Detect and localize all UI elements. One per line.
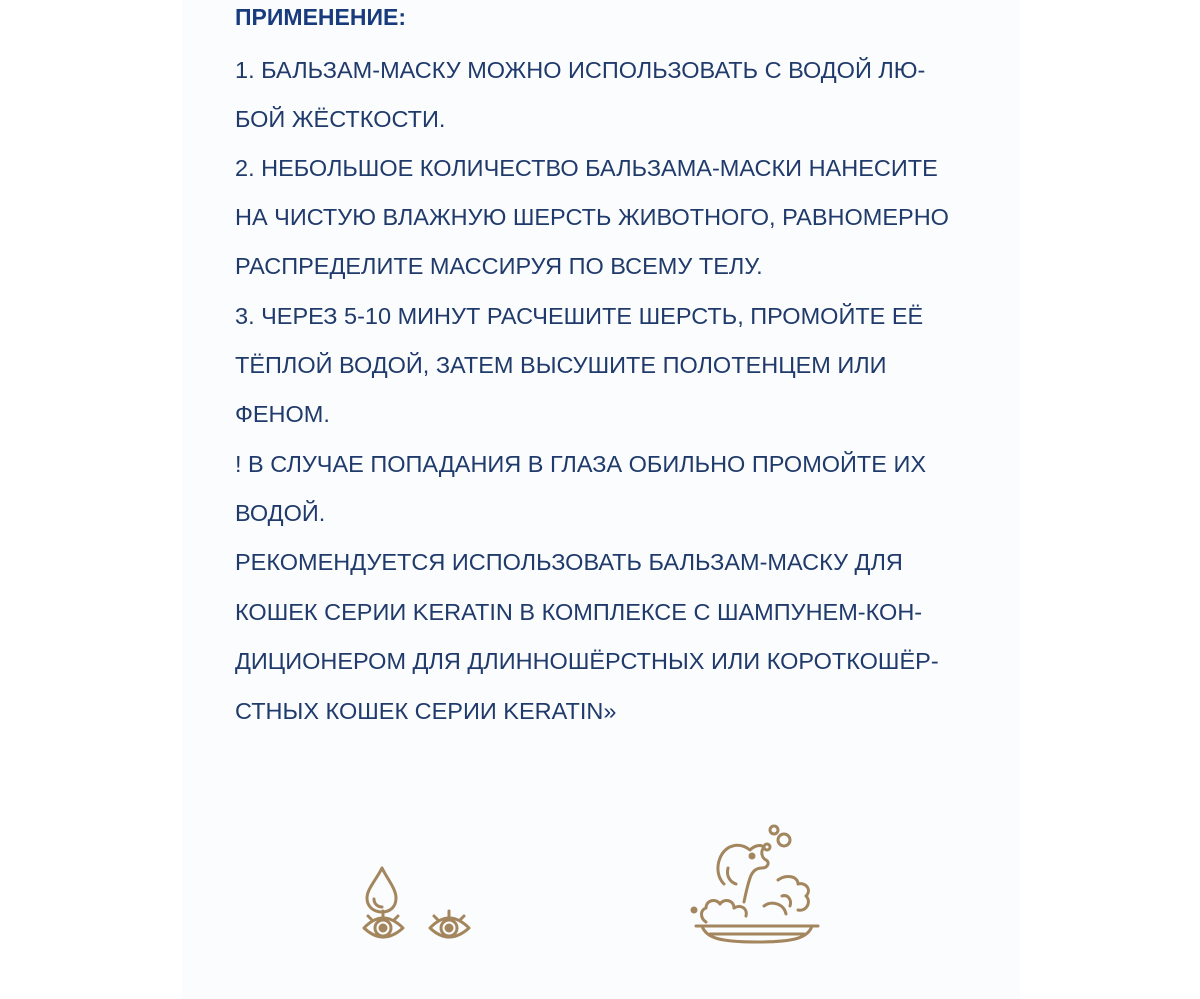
recommendation-line: СТНЫХ КОШЕК СЕРИИ KERATIN» [235, 698, 617, 724]
instruction-line: ФЕНОМ. [235, 401, 330, 427]
recommendation-line: ДИЦИОНЕРОМ ДЛЯ ДЛИННОШЁРСТНЫХ ИЛИ КОРОТКОШЁР- [235, 648, 939, 674]
usage-heading: ПРИМЕНЕНИЕ: [235, 4, 406, 30]
dog-bath-icon [690, 822, 825, 950]
recommendation-line: КОШЕК СЕРИИ KERATIN В КОМПЛЕКСЕ С ШАМПУНЕМ-КОН- [235, 599, 923, 625]
instruction-line: 2. НЕБОЛЬШОЕ КОЛИЧЕСТВО БАЛЬЗАМА-МАСКИ НАНЕСИТЕ [235, 155, 938, 181]
instruction-line: НА ЧИСТУЮ ВЛАЖНУЮ ШЕРСТЬ ЖИВОТНОГО, РАВНОМЕРНО [235, 204, 949, 230]
instruction-line: РАСПРЕДЕЛИТЕ МАССИРУЯ ПО ВСЕМУ ТЕЛУ. [235, 253, 763, 279]
instruction-line: БОЙ ЖЁСТКОСТИ. [235, 106, 446, 132]
instruction-line: 1. БАЛЬЗАМ-МАСКУ МОЖНО ИСПОЛЬЗОВАТЬ С ВОДОЙ ЛЮ- [235, 57, 926, 83]
instruction-line: ТЁПЛОЙ ВОДОЙ, ЗАТЕМ ВЫСУШИТЕ ПОЛОТЕНЦЕМ ИЛИ [235, 352, 887, 378]
warning-line: ВОДОЙ. [235, 500, 326, 526]
eye-drop-icon [360, 864, 475, 949]
recommendation-line: РЕКОМЕНДУЕТСЯ ИСПОЛЬЗОВАТЬ БАЛЬЗАМ-МАСКУ ДЛЯ [235, 549, 903, 575]
instruction-line: 3. ЧЕРЕЗ 5-10 МИНУТ РАСЧЕШИТЕ ШЕРСТЬ, ПРОМОЙТЕ ЕЁ [235, 303, 924, 329]
warning-line: ! В СЛУЧАЕ ПОПАДАНИЯ В ГЛАЗА ОБИЛЬНО ПРОМОЙТЕ ИХ [235, 451, 927, 477]
